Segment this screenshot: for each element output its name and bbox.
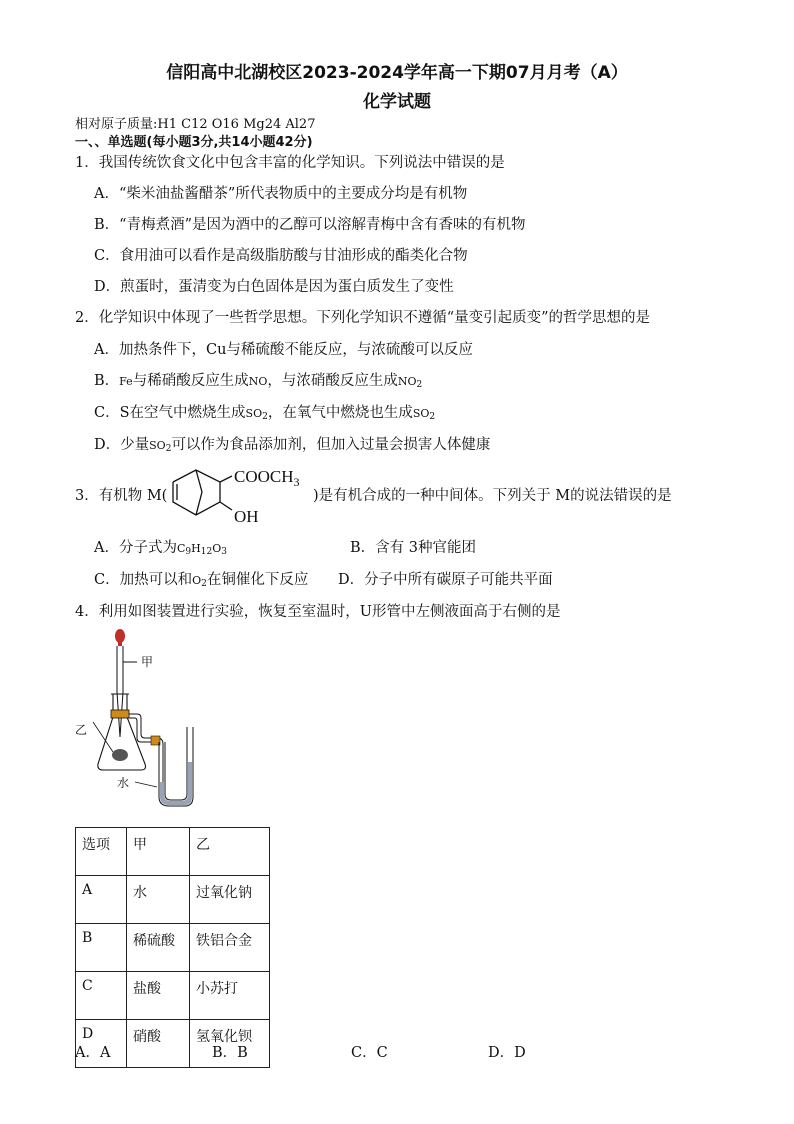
norbornene-structure xyxy=(160,460,320,528)
q3-a-h-sub: 12 xyxy=(200,547,213,557)
table-cell: 小苏打 xyxy=(190,972,270,1020)
exam-subtitle: 化学试题 xyxy=(363,92,431,112)
q4-options-table xyxy=(75,827,270,1068)
table-header: 乙 xyxy=(190,828,270,876)
section-heading: 一、、单选题(每小题3分,共14小题42分) xyxy=(75,135,313,150)
table-cell: 水 xyxy=(127,876,190,924)
dropper-bulb-icon xyxy=(115,629,125,643)
q3-a-c-sub: 9 xyxy=(185,547,192,557)
q2-c-so2-sub: 2 xyxy=(262,412,268,422)
q3-option-a xyxy=(94,536,227,557)
q2-c-prefix: C．S在空气中燃烧生成 xyxy=(94,405,246,421)
q3-option-b: B．含有 3种官能团 xyxy=(350,540,476,556)
q2-b-mid2: ，与浓硝酸反应生成 xyxy=(267,373,398,389)
table-cell: 硝酸 xyxy=(127,1020,190,1068)
q4-answer-a: A．A xyxy=(75,1045,111,1061)
table-cell: A xyxy=(76,876,127,924)
structure-bonds xyxy=(173,470,232,515)
q3-a-o-sub: 3 xyxy=(221,547,227,557)
table-cell: D xyxy=(76,1020,127,1068)
q2-c-so2b-sub: 2 xyxy=(429,412,436,422)
q2-stem: 2．化学知识中体现了一些哲学思想。下列化学知识不遵循“量变引起质变”的哲学思想的是 xyxy=(75,310,651,326)
q2-b-fe: Fe xyxy=(119,375,133,388)
q2-c-mid: ，在氧气中燃烧也生成 xyxy=(267,405,413,421)
q1-option-a: A．“柴米油盐酱醋茶”所代表物质中的主要成分均是有机物 xyxy=(94,186,468,202)
q1-option-d: D．煎蛋时，蛋清变为白色固体是因为蛋白质发生了变性 xyxy=(94,279,454,295)
q2-c-so2: SO xyxy=(245,407,263,420)
q3-stem-prefix: 3．有机物 M( xyxy=(75,488,168,504)
rubber-stopper xyxy=(111,710,129,718)
table-row xyxy=(76,876,270,924)
q4-answer-c: C．C xyxy=(351,1045,388,1061)
q2-d-so2: SO xyxy=(149,439,166,452)
q3-a-h: H xyxy=(191,542,201,555)
q2-c-so2b: SO xyxy=(412,407,430,420)
cooch3-label: $COOCH_3$ xyxy=(234,467,300,489)
q3-stem-suffix: )是有机合成的一种中间体。下列关于 M的说法错误的是 xyxy=(313,488,672,504)
q2-d-post: 可以作为食品添加剂，但加入过量会损害人体健康 xyxy=(171,437,491,453)
table-header: 甲 xyxy=(127,828,190,876)
q3-c-o2: O xyxy=(192,574,202,587)
table-row xyxy=(76,972,270,1020)
table-header: 选项 xyxy=(76,828,127,876)
q4-stem: 4．利用如图装置进行实验，恢复至室温时，U形管中左侧液面高于右侧的是 xyxy=(75,604,561,620)
table-cell: C xyxy=(76,972,127,1020)
q2-b-no2: NO xyxy=(397,375,417,388)
q2-option-d xyxy=(94,433,490,454)
q2-b-no2-sub: 2 xyxy=(416,380,423,390)
q2-d-prefix: D．少量 xyxy=(94,437,150,453)
apparatus-diagram xyxy=(75,622,205,812)
table-cell: B xyxy=(76,924,127,972)
table-header-row xyxy=(76,828,270,876)
q3-option-c xyxy=(94,568,308,589)
q3-c-post: 在铜催化下反应 xyxy=(206,572,309,588)
q2-option-c xyxy=(94,401,435,422)
table-cell: 盐酸 xyxy=(127,972,190,1020)
label-jia: 甲 xyxy=(141,655,154,669)
q3-a-o: O xyxy=(212,542,222,555)
label-yi: 乙 xyxy=(75,723,88,737)
q1-option-c: C．食用油可以看作是高级脂肪酸与甘油形成的酯类化合物 xyxy=(94,248,468,264)
table-cell: 过氧化钠 xyxy=(190,876,270,924)
q1-option-b: B．“青梅煮酒”是因为酒中的乙醇可以溶解青梅中含有香味的有机物 xyxy=(94,217,526,233)
atomic-masses: 相对原子质量:H1 C12 O16 Mg24 Al27 xyxy=(75,117,316,132)
q2-option-a: A．加热条件下，Cu与稀硫酸不能反应，与浓硫酸可以反应 xyxy=(94,342,473,358)
q3-a-prefix: A．分子式为 xyxy=(94,540,177,556)
q1-stem: 1．我国传统饮食文化中包含丰富的化学知识。下列说法中错误的是 xyxy=(75,155,505,171)
q2-b-mid: 与稀硝酸反应生成 xyxy=(132,373,249,389)
q3-option-d: D．分子中所有碳原子可能共平面 xyxy=(338,572,553,588)
table-cell: 铁铝合金 xyxy=(190,924,270,972)
u-tube xyxy=(159,727,193,806)
dropper-funnel xyxy=(117,646,137,737)
q3-c-o2-sub: 2 xyxy=(201,579,207,589)
q2-d-so2-sub: 2 xyxy=(165,444,172,454)
q2-option-b xyxy=(94,369,422,390)
q2-b-prefix: B． xyxy=(94,373,120,389)
table-cell: 稀硫酸 xyxy=(127,924,190,972)
q3-c-prefix: C．加热可以和 xyxy=(94,572,193,588)
q2-b-no: NO xyxy=(248,375,268,388)
q4-answer-d: D．D xyxy=(488,1045,526,1061)
oh-label: OH xyxy=(234,507,259,526)
exam-title: 信阳高中北湖校区2023-2024学年高一下期07月月考（A） xyxy=(166,63,628,83)
q4-answer-b: B．B xyxy=(212,1045,248,1061)
q3-a-c: C xyxy=(176,542,186,555)
solid-sample xyxy=(112,749,128,761)
label-water: 水 xyxy=(117,776,130,790)
table-cell: 氢氧化钡 xyxy=(190,1020,270,1068)
table-row xyxy=(76,924,270,972)
